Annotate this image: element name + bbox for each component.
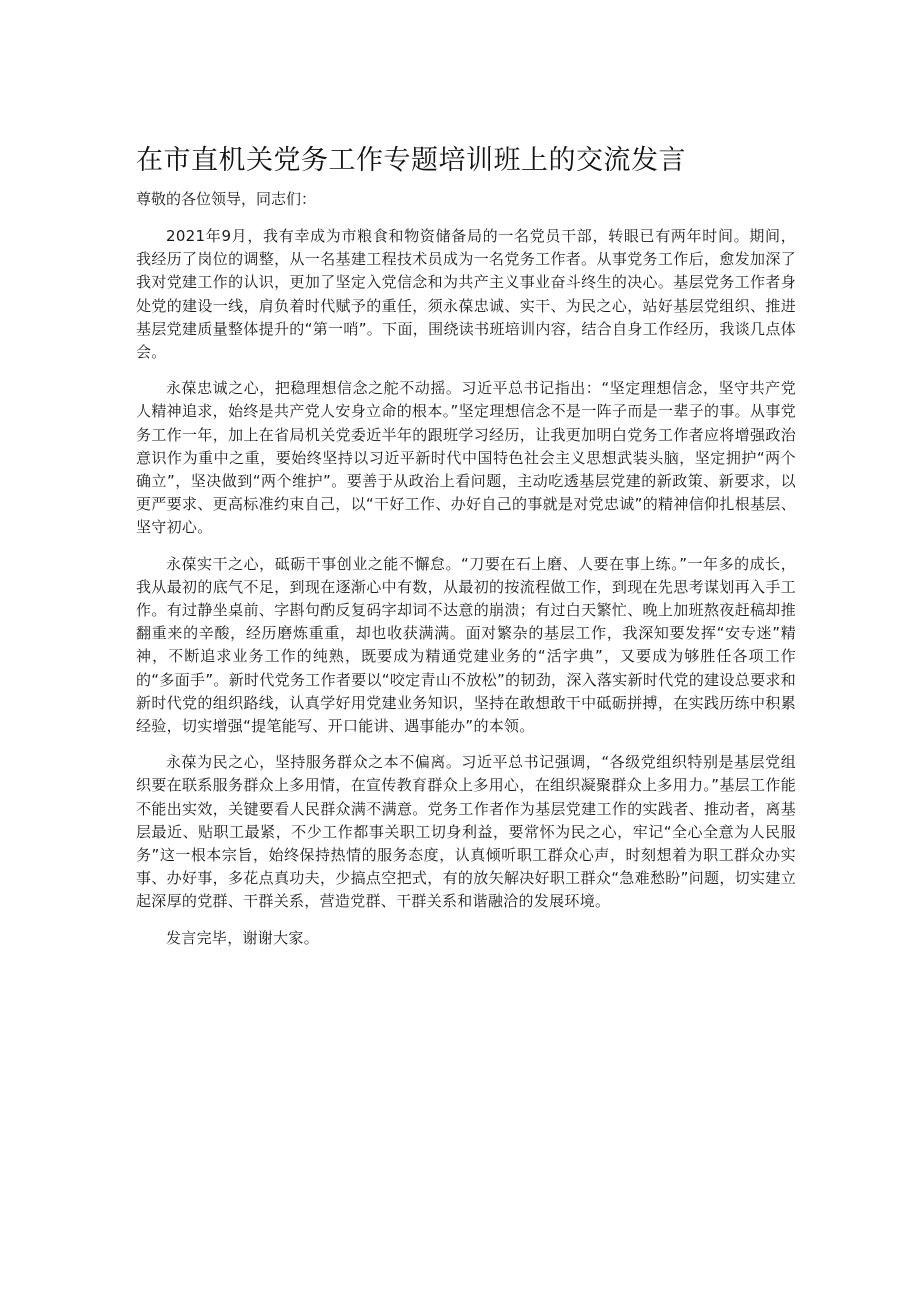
paragraph-loyalty: 永葆忠诚之心，把稳理想信念之舵不动摇。习近平总书记指出：“坚定理想信念，坚守共产党人精神追求，始终是共产党人安身立命的根本。”坚定理想信念不是一阵子而是一辈子的事。从事党务工作一年，加上在省局机关党委近半年的跟班学习经历，让我更加明白党务工作者应将增强政治意识作为重中之重，要始终坚持以习近平新时代中国特色社会主义思想武装头脑，坚定拥护“两个确立”，坚决做到“两个维护”。要善于从政治上看问题，主动吃透基层党建的新政策、新要求，以更严要求、更高标准约束自己，以“干好工作、办好自己的事就是对党忠诚”的精神信仰扎根基层、坚守初心。 [136,379,796,537]
document-page [136,138,796,963]
paragraph-closing: 发言完毕，谢谢大家。 [166,928,320,947]
paragraph-practical: 永葆实干之心，砥砺干事创业之能不懈怠。“刀要在石上磨、人要在事上练。”一年多的成长，我从最初的底气不足，到现在逐渐心中有数，从最初的按流程做工作，到现在先思考谋划再入手工作。有过静坐桌前、字斟句酌反复码字却词不达意的崩溃；有过白天繁忙、晚上加班熬夜赶稿却推翻重来的辛酸，经历磨炼重重，却也收获满满。面对繁杂的基层工作，我深知要发挥“安专迷”精神，不断追求业务工作的纯熟，既要成为精通党建业务的“活字典”，又要成为够胜任各项工作的“多面手”。新时代党务工作者要以“咬定青山不放松”的韧劲，深入落实新时代党的建设总要求和新时代党的组织路线，认真学好用党建业务知识，坚持在敢想敢干中砥砺拼搏，在实践历练中积累经验，切实增强“提笔能写、开口能讲、遇事能办”的本领。 [136,554,796,736]
document-title: 在市直机关党务工作专题培训班上的交流发言 [136,145,686,176]
paragraph-intro: 2021年9月，我有幸成为市粮食和物资储备局的一名党员干部，转眼已有两年时间。期间，我经历了岗位的调整，从一名基建工程技术员成为一名党务工作者。从事党务工作后，愈发加深了我对党建工作的认识，更加了坚定入党信念和为共产主义事业奋斗终生的决心。基层党务工作者身处党的建设一线，肩负着时代赋予的重任，须永葆忠诚、实干、为民之心，站好基层党组织、推进基层党建质量整体提升的“第一哨”。下面，围绕读书班培训内容，结合自身工作经历，我谈几点体会。 [136,227,796,362]
paragraph-people: 永葆为民之心，坚持服务群众之本不偏离。习近平总书记强调，“各级党组织特别是基层党组织要在联系服务群众上多用情，在宣传教育群众上多用心，在组织凝聚群众上多用力。”基层工作能不能出实效，关键要看人民群众满不满意。党务工作者作为基层党建工作的实践者、推动者，离基层最近、贴职工最紧，不少工作都事关职工切身利益，要常怀为民之心，牢记“全心全意为人民服务”这一根本宗旨，始终保持热情的服务态度，认真倾听职工群众心声，时刻想着为职工群众办实事、办好事，多花点真功夫，少搞点空把式，有的放矢解决好职工群众“急难愁盼”问题，切实建立起深厚的党群、干群关系，营造党群、干群关系和谐融洽的发展环境。 [136,753,796,911]
salutation: 尊敬的各位领导，同志们： [136,190,317,208]
